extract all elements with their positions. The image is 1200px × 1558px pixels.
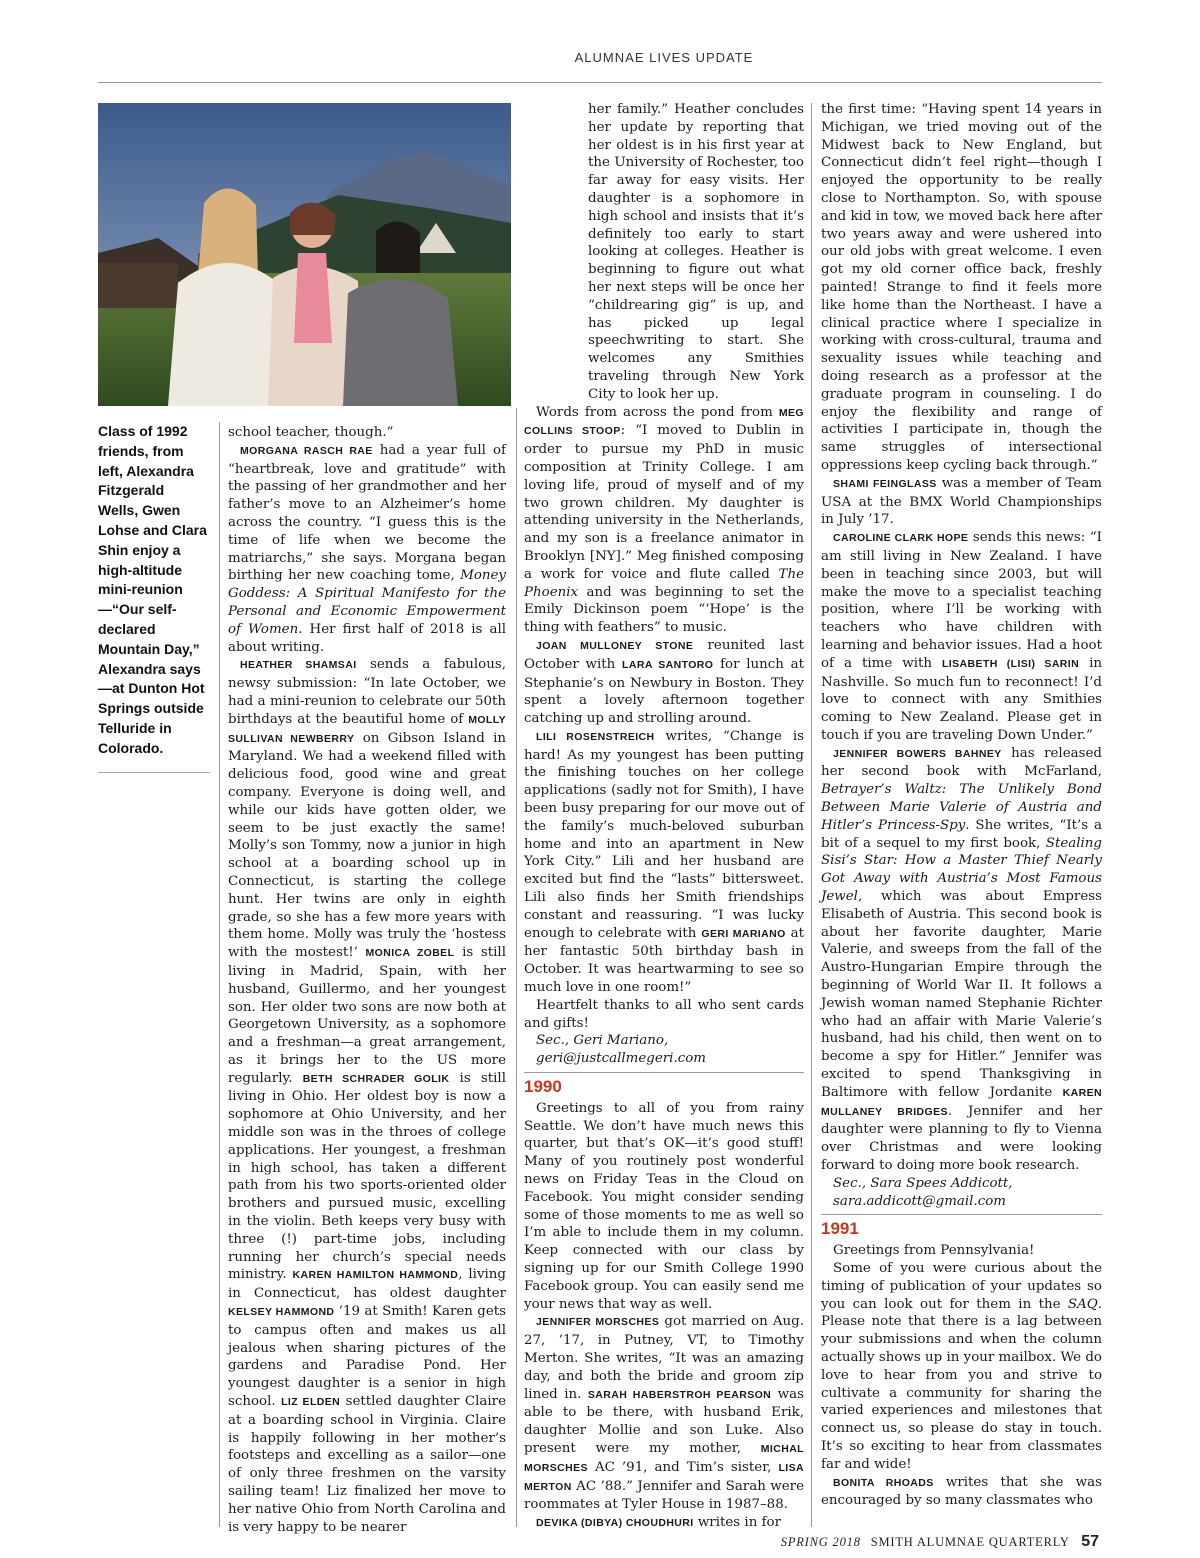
paragraph: Greetings from Pennsylvania! [833,1243,1035,1259]
alumna-name: SHAMI FEINGLASS [833,477,937,490]
paragraph: DEVIKA (DIBYA) CHOUDHURI writes in for [536,1515,782,1531]
paragraph: the first time: “Having spent 14 years in Michigan, we tried moving out of the Midwest back to New England, but Connecticut didn’t feel right—though I enjoyed the opportunity to be really close to Northampton. So, with spouse and kid in tow, we moved back here after two years away and were ushered into our old jobs with great welcome. I even got my old corner office back, freshly painted! Strange to find it feels more like home than the Northeast. I have a clinical practice where I specialize in working with cross-cultural, trauma and sexuality issues while teaching and doing research as a professor at the graduate program in counseling. I do enjoy the flexibility and range of activities I participate in, though the same struggles of intersectional oppressions keep cycling back through.” [821,102,1102,473]
class-year-heading: 1990 [524,1072,804,1096]
issue-label: SPRING 2018 [780,1535,861,1549]
secretary-email: sara.addicott@gmail.com [833,1193,1006,1209]
paragraph: JENNIFER BOWERS BAHNEY has released her second book with McFarland, Betrayer’s Waltz: The Unlikely Bond Between Marie Valerie of Austria and Hitler’s Princess-Spy. She writes, “It’s a bit of a sequel to my first book, Stealing Sisi’s Star: How a Master Thief Nearly Got Away with Austria’s Most Famous Jewel, which was about Empress Elisabeth of Austria. This second book is about her favorite daughter, Marie Valerie, and sweeps from the fall of the Austro-Hungarian Empire through the beginning of World War II. It follows a Jewish woman named Stephanie Richter who had an affair with Marie Valerie’s husband, had his child, then went on to become a spy for Hitler.” Jennifer was excited to spend Thanksgiving in Baltimore with fellow Jordanite KAREN MULLANEY BRIDGES. Jennifer and her daughter were planning to fly to Vienna over Christmas and were looking forward to doing more book research. [821,745,1102,1174]
class-year-heading: 1991 [821,1214,1102,1238]
paragraph: HEATHER SHAMSAI sends a fabulous, newsy submission: “In late October, we had a mini-reunion to celebrate our 50th birthdays at the beautiful home of MOLLY SULLIVAN NEWBERRY on Gibson Island in Maryland. We had a weekend filled with delicious food, good wine and great company. Everyone is doing well, and while our kids have gotten older, we seem to be just exactly the same! Molly’s son Tommy, now a junior in high school at a boarding school up in Connecticut, is starting the college hunt. Her twins are only in eighth grade, so she has a few more years with them home. Molly was truly the ‘hostess with the mostest!’ MONICA ZOBEL is still living in Madrid, Spain, with her husband, Guillermo, and her youngest son. Her older two sons are now both at Georgetown University, as a sophomore and a freshman—a great arrangement, as it brings her to the US more regularly. BETH SCHRADER GOLIK is still living in Ohio. Her oldest boy is now a sophomore at Ohio University, and her middle son was in the throes of college applications. Her youngest, a freshman in high school, has taken a different path from his two sports-oriented older brothers and pursued music, excelling in the violin. Beth keeps very busy with three (!) part-time jobs, including running her church’s special needs ministry. KAREN HAMILTON HAMMOND, living in Connecticut, has oldest daughter KELSEY HAMMOND ’19 at Smith! Karen gets to campus often and makes us all jealous when sharing pictures of the gardens and Paradise Pond. Her youngest daughter is a senior in high school. LIZ ELDEN settled daughter Claire at a boarding school in Virginia. Claire is happily following in her mother’s footsteps and excelling as a sailor—one of only three freshmen on the varsity sailing team! Liz finalized her move to her native Ohio from North Carolina and is very happy to be nearer [228,657,506,1535]
alumna-name: JENNIFER BOWERS BAHNEY [833,747,1002,760]
paragraph: Words from across the pond from MEG COLLINS STOOP: “I moved to Dublin in order to pursue my PhD in music composition at Trinity College. I am loving life, proud of myself and of my two grown children. My daughter is attending university in the Netherlands, and my son is a freelance animator in Brooklyn [NY].” Meg finished composing a work for voice and flute called The Phoenix and was beginning to set the Emily Dickinson poem “‘Hope’ is the thing with feathers” to music. [524,404,804,636]
photo [98,103,511,406]
paragraph: CAROLINE CLARK HOPE sends this news: “I am still living in New Zealand. I have been in teaching since 2003, but will make the move to a specialist teaching position, where I’ll be working with teachers who have children with learning and behavior issues. Had a hoot of a time with LISABETH (LISI) SARIN in Nashville. So much fun to reconnect! I’d love to connect with any Smithies coming to New Zealand. Please get in touch if you are traveling Down Under.” [821,530,1102,743]
photo-illustration [98,103,511,406]
alumna-name: MOLLY SULLIVAN NEWBERRY [228,713,506,745]
paragraph: SHAMI FEINGLASS was a member of Team USA at the BMX World Championships in July ’17. [821,475,1102,528]
paragraph: school teacher, though.” [228,425,394,440]
paragraph: BONITA RHOADS writes that she was encouraged by so many classmates who [821,1474,1102,1509]
book-title: Stealing Sisi’s Star: How a Master Thief Nearly Got Away with Austria’s Most Famous Jewel [821,835,1102,905]
column-1 [228,424,506,1536]
work-title: The Phoenix [524,566,804,600]
paragraph: JENNIFER MORSCHES got married on Aug. 27, ’17, in Putney, VT, to Timothy Merton. She writes, “It was an amazing day, and both the bride and groom zip lined in. SARAH HABERSTROH PEARSON was able to be there, with husband Erik, daughter Mollie and son Luke. Also present were my mother, MICHAL MORSCHES AC ’91, and Tim’s sister, LISA MERTON AC ’88.” Jennifer and Sarah were roommates at Tyler House in 1987–88. [524,1314,804,1513]
column-separator [811,103,812,1527]
alumna-name: JENNIFER MORSCHES [536,1316,660,1329]
alumna-name: MORGANA RASCH RAE [240,444,373,457]
paragraph: MORGANA RASCH RAE had a year full of “heartbreak, love and gratitude” with the passing of her grandmother and her father’s move to an Alzheimer’s home across the country. “I guess this is the time of life when we become the matriarchs,” she says. Morgana began birthing her new coaching tome, Money Goddess: A Spiritual Manifesto for the Personal and Economic Empowerment of Women. Her first half of 2018 is all about writing. [228,442,507,655]
caption-rule [98,772,210,773]
alumna-name: MEG COLLINS STOOP [524,406,804,438]
column-2 [524,101,804,1533]
alumna-name: MICHAL MORSCHES [524,1442,804,1474]
alumna-name: MONICA ZOBEL [365,947,455,960]
alumna-name: KAREN MULLANEY BRIDGES [821,1086,1102,1118]
photo-caption: Class of 1992 friends, from left, Alexandra Fitzgerald Wells, Gwen Lohse and Clara Shin enjoy a high-altitude mini-reunion—“Our self-declared Mountain Day,” Alexandra says—at Dunton Hot Springs outside Telluride in Colorado. [98,423,207,756]
paragraph: JOAN MULLONEY STONE reunited last October with LARA SANTORO for lunch at Stephanie’s on Newbury in Boston. They spent a lovely afternoon together catching up and strolling around. [524,637,804,727]
paragraph: LILI ROSENSTREICH writes, “Change is hard! As my youngest has been putting the finishing touches on her college applications (sadly not for Smith), I have been busy preparing for our move out of the family’s much-beloved suburban home and into an apartment in New York City.” Lili and her husband are excited but find the “lasts” bittersweet. Lili also finds her Smith friendships constant and reassuring. “I was lucky enough to celebrate with GERI MARIANO at her fantastic 50th birthday bash in October. It was heartwarming to see so much love in one room!” [524,728,804,996]
alumna-name: LIZ ELDEN [281,1396,341,1409]
alumna-name: LISA MERTON [524,1461,804,1493]
alumna-name: DEVIKA (DIBYA) CHOUDHURI [536,1517,694,1530]
column-separator [219,422,220,1527]
magazine-name: SMITH ALUMNAE QUARTERLY [870,1535,1070,1549]
alumna-name: KELSEY HAMMOND [228,1306,335,1319]
page-footer [781,1533,1099,1551]
section-header: ALUMNAE LIVES UPDATE [574,50,754,65]
alumna-name: JOAN MULLONEY STONE [536,639,694,652]
secretary-name: Sec., Geri Mariano, [536,1033,669,1049]
column-3 [821,101,1102,1510]
alumna-name: BETH SCHRADER GOLIK [302,1072,450,1085]
header-rule [98,82,1102,83]
alumna-name: LISABETH (LISI) SARIN [941,657,1080,670]
book-title: Money Goddess: A Spiritual Manifesto for the Personal and Economic Empowerment of Women [228,568,506,637]
column-separator [516,408,517,1527]
page-number: 57 [1081,1533,1099,1550]
alumna-name: LARA SANTORO [622,658,714,671]
alumna-name: CAROLINE CLARK HOPE [833,532,969,545]
book-title: Betrayer’s Waltz: The Unlikely Bond Between Marie Valerie of Austria and Hitler’s Princess-Spy [821,782,1102,833]
alumna-name: KAREN HAMILTON HAMMOND [292,1269,459,1282]
alumna-name: SARAH HABERSTROH PEARSON [587,1388,772,1401]
paragraph: Greetings to all of you from rainy Seattle. We don’t have much news this quarter, but that’s OK—it’s good stuff! Many of you routinely post wonderful news on Friday Teas in the Cloud on Facebook. You might consider sending some of those moments to me as well so I’m able to include them in my column. Keep connected with our class by signing up for our Smith College 1990 Facebook group. You can easily send me your news that way as well. [524,1100,804,1312]
paragraph: Some of you were curious about the timing of publication of your updates so you can look out for them in the SAQ. Please note that there is a lag between your submissions and when the column actually shows up in your mailbox. We do love to hear from you and strive to cultivate a community for sharing the varied experiences and milestones that connect us, so please do stay in touch. It’s so exciting to hear from classmates far and wide! [821,1261,1102,1472]
alumna-name: LILI ROSENSTREICH [536,730,655,743]
secretary-email: geri@justcallmegeri.com [536,1051,706,1067]
alumna-name: HEATHER SHAMSAI [240,659,357,672]
secretary-name: Sec., Sara Spees Addicott, [833,1175,1013,1191]
alumna-name: BONITA RHOADS [833,1476,934,1489]
alumna-name: GERI MARIANO [701,927,786,940]
paragraph: Heartfelt thanks to all who sent cards and gifts! [524,997,804,1031]
paragraph: her family.” Heather concludes her update by reporting that her oldest is in his first year at the University of Rochester, too far away for easy visits. Her daughter is a sophomore in high school and insists that it’s definitely too early to start looking at colleges. Heather is beginning to figure out what her next steps will be once her “childrearing gig” is up, and has picked up legal speechwriting to start. She welcomes any Smithies traveling through New York City to look her up. [588,102,804,402]
magazine-abbrev: SAQ [1067,1296,1098,1312]
